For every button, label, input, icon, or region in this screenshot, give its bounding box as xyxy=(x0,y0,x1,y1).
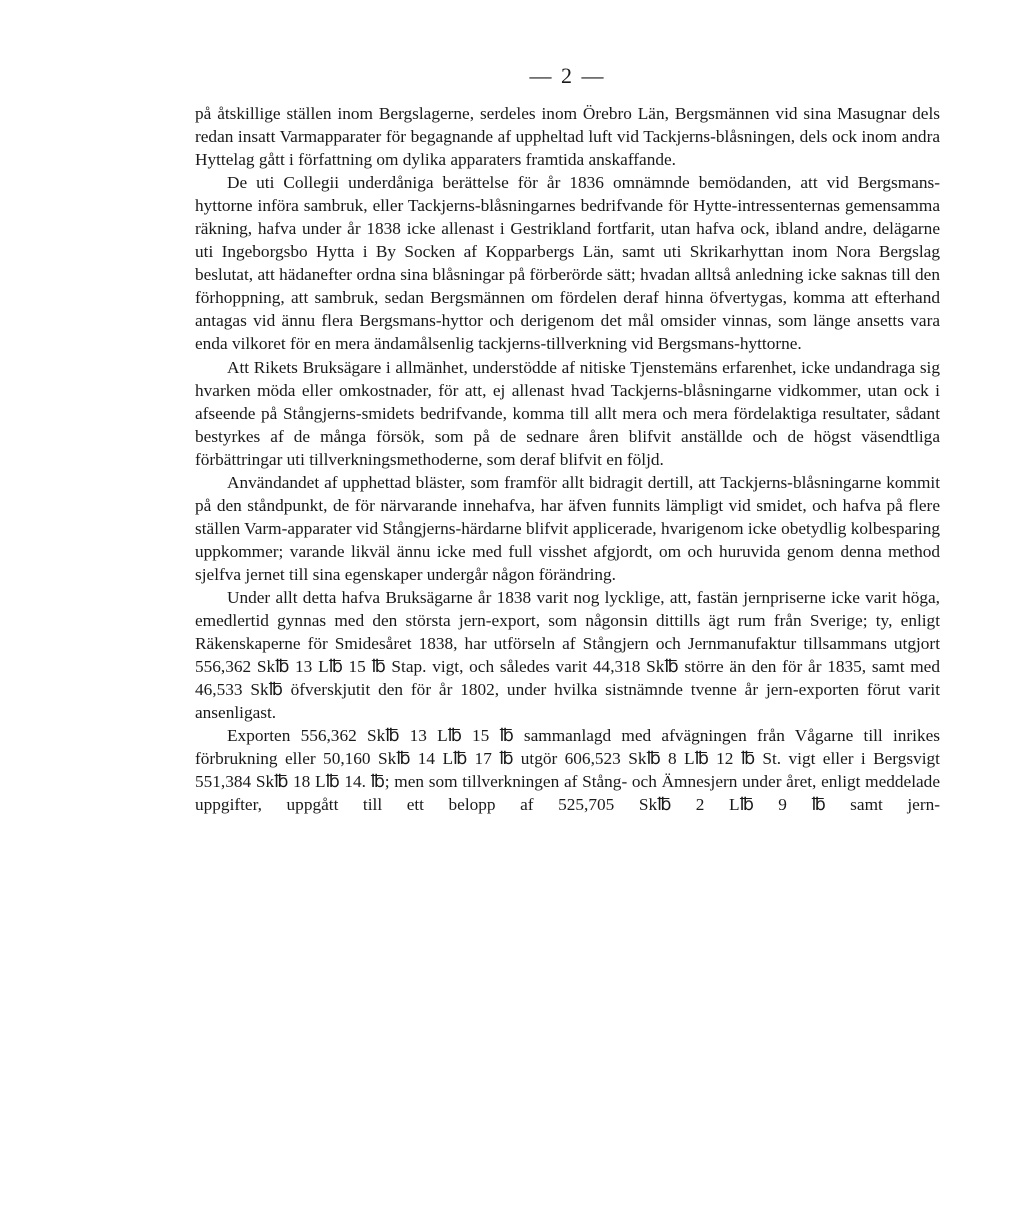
paragraph-3: Att Rikets Bruksägare i allmänhet, understödde af nitiske Tjenstemäns erfarenhet, icke undandraga sig hvarken möda eller omkostnader, för att, ej allenast hvad Tackjerns-blåsningarne vidkommer, utan ock i afseende på Stångjerns-smidets bedrifvande, komma till allt mera och mera fördelaktiga resultater, sådant bestyrkes af de många försök, som på de sednare åren blifvit anställde och de högst väsendtliga förbättringar uti tillverkningsmethoderne, som deraf blifvit en följd. xyxy=(195,357,940,469)
document-page xyxy=(195,58,940,816)
paragraph-5: Under allt detta hafva Bruksägarne år 1838 varit nog lycklige, att, fastän jernpriserne icke varit höga, emedlertid gynnas med den största jern-export, som någonsin dittills ägt rum från Sverige; ty, enligt Räkenskaperne för Smidesåret 1838, har utförseln af Stångjern och Jernmanufaktur tillsammans utgjort 556,362 Sk℔ 13 L℔ 15 ℔ Stap. vigt, och således varit 44,318 Sk℔ större än den för år 1835, samt med 46,533 Sk℔ öfverskjutit den för år 1802, under hvilka sistnämnde tvenne år jern-exporten förut varit ansenligast. xyxy=(195,587,940,723)
paragraph-6: Exporten 556,362 Sk℔ 13 L℔ 15 ℔ sammanlagd med afvägningen från Vågarne till inrikes förbrukning eller 50,160 Sk℔ 14 L℔ 17 ℔ utgör 606,523 Sk℔ 8 L℔ 12 ℔ St. vigt eller i Bergsvigt 551,384 Sk℔ 18 L℔ 14. ℔; men som tillverkningen af Stång- och Ämnesjern under året, enligt meddelade uppgifter, uppgått till ett belopp af 525,705 Sk℔ 2 L℔ 9 ℔ samt jern- xyxy=(195,726,940,815)
page-number: — 2 — xyxy=(529,63,606,88)
paragraph-4: Användandet af upphettad bläster, som framför allt bidragit dertill, att Tackjerns-blåsningarne kommit på den ståndpunkt, de för närvarande innehafva, har äfven funnits lämpligt vid smidet, och hafva på flere ställen Varm-apparater vid Stångjerns-härdarne blifvit applicerade, hvarigenom icke obetydlig kolbesparing uppkommer; varande likväl ännu icke med full visshet afgjordt, om och huruvida genom denna method sjelfva jernet till sina egenskaper undergår någon förändring. xyxy=(195,472,940,584)
paragraph-2: De uti Collegii underdåniga berättelse för år 1836 omnämnde bemödanden, att vid Bergsmans-hyttorne införa sambruk, eller Tackjerns-blåsningarnes bedrifvande för Hytte-intressenternas gemensamma räkning, hafva under år 1838 icke allenast i Gestrikland fortfarit, utan hafva ock, ibland andre, delägarne uti Ingeborgsbo Hytta i By Socken af Kopparbergs Län, samt uti Skrikarhyttan inom Nora Bergslag beslutat, att hädanefter ordna sina blåsningar på förberörde sätt; hvadan alltså anledning icke saknas till den förhoppning, att sambruk, sedan Bergsmännen om fördelen deraf hinna öfvertygas, komma att efterhand antagas vid ännu flera Bergsmans-hyttor och derigenom det mål omsider vinnas, som länge ansetts vara enda vilkoret för en mera ändamålsenlig tackjerns-tillverkning vid Bergsmans-hyttorne. xyxy=(195,173,940,354)
paragraph-1: på åtskillige ställen inom Bergslagerne, serdeles inom Örebro Län, Bergsmännen vid sina Masugnar dels redan insatt Varmapparater för begagnande af uppheltad luft vid Tackjerns-blåsningen, dels ock inom andra Hyttelag gått i författning om dylika apparaters framtida anskaffande. xyxy=(195,104,940,170)
